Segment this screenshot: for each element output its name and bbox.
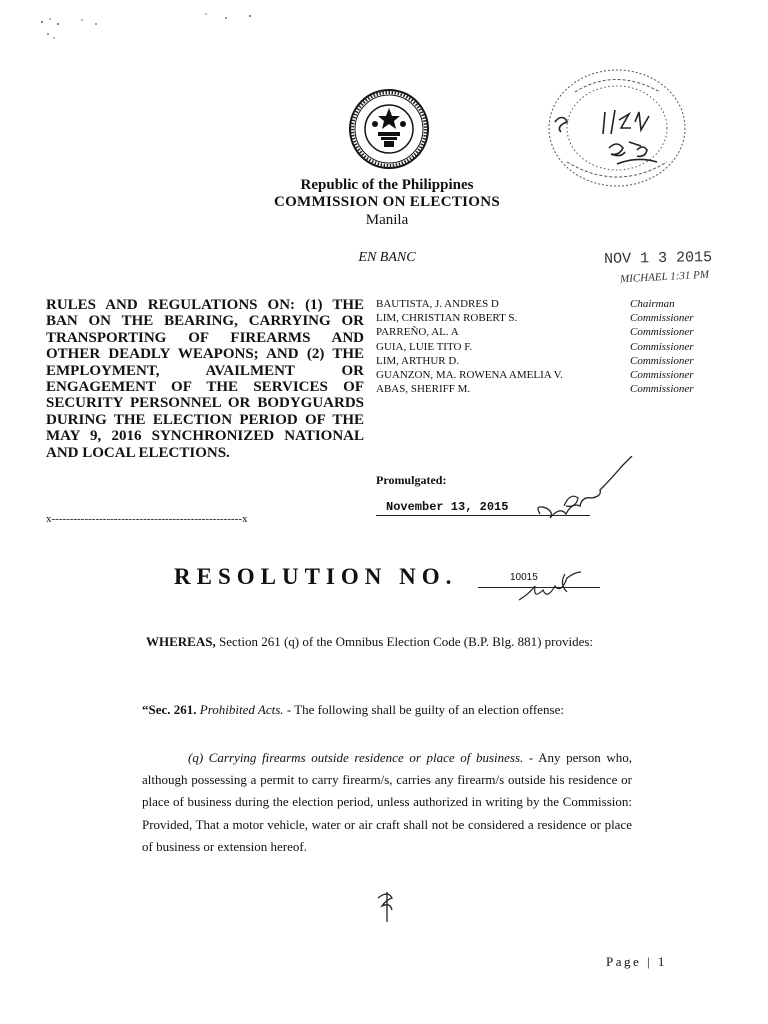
comelec-seal-icon [348, 88, 430, 170]
city-heading: Manila [365, 212, 409, 228]
promulgated-date: November 13, 2015 [386, 500, 509, 514]
received-note: MICHAEL 1:31 PM [619, 268, 710, 286]
member-position: Commissioner [630, 354, 694, 367]
member-row [376, 325, 716, 339]
member-name: LIM, CHRISTIAN ROBERT S. [376, 312, 518, 325]
section-text: - The following shall be guilty of an election offense: [283, 702, 564, 717]
member-position: Commissioner [630, 369, 694, 382]
receiving-stamp [505, 62, 695, 192]
member-position: Commissioner [630, 326, 694, 339]
page-initial-signature [374, 888, 400, 924]
member-row [376, 297, 716, 311]
member-name: GUANZON, MA. ROWENA AMELIA V. [376, 369, 563, 382]
whereas-lead: WHEREAS, [146, 634, 216, 649]
resolution-signature [513, 570, 591, 606]
member-position: Commissioner [630, 312, 694, 325]
session-label: EN BANC [358, 250, 416, 265]
section-label: “Sec. 261. [142, 702, 197, 717]
member-name: BAUTISTA, J. ANDRES D [376, 298, 499, 310]
whereas-text: Section 261 (q) of the Omnibus Election Code (B.P. Blg. 881) provides: [215, 634, 594, 649]
caption-separator: x----------------------------------------------------x [46, 513, 248, 525]
member-name: ABAS, SHERIFF M. [376, 383, 471, 396]
page-number: Page | 1 [606, 954, 667, 969]
resolution-number: 10015 [510, 572, 538, 583]
republic-heading: Republic of the Philippines [300, 177, 474, 193]
member-row [376, 368, 716, 382]
promulgated-label: Promulgated: [376, 473, 447, 487]
member-row [376, 354, 716, 368]
commissioners-list [376, 297, 716, 396]
caption-title: RULES AND REGULATIONS ON: (1) THE BAN ON THE BEARING, CARRYING OR TRANSPORTING OF FIREARMS AND OTHER DEADLY WEAPONS; AND (2) THE EMPLOYMENT, AVAILMENT OR ENGAGEMENT OF THE SERVICES OF SECURITY PERSONNEL OR BODYGUARDS DURING THE ELECTION PERIOD OF THE MAY 9, 2016 SYNCHRONIZED NATIONAL AND LOCAL ELECTIONS. [46, 297, 364, 461]
received-date: NOV 1 3 2015 [603, 249, 713, 268]
paragraph-q [142, 747, 632, 858]
scan-specks [36, 10, 266, 50]
member-name: GUIA, LUIE TITO F. [376, 340, 473, 353]
commission-heading: COMMISSION ON ELECTIONS [273, 194, 501, 210]
paragraph-q-title: (q) Carrying firearms outside residence or place of business. [188, 750, 524, 765]
promulgation-signature [528, 456, 638, 526]
member-position: Commissioner [630, 340, 694, 353]
member-row [376, 382, 716, 396]
member-row [376, 311, 716, 325]
paragraph-q-text: - Any person who, although possessing a permit to carry firearm/s, carries any firearm/s outside his residence or place of business during the election period, unless authorized in writing by the Commission: Provided, That a motor vehicle, water or air craft shall not be considered a residence or place of business or extension hereof. [142, 750, 633, 854]
member-position: Commissioner [630, 383, 694, 396]
member-position: Chairman [630, 298, 675, 310]
resolution-heading: RESOLUTION NO. [174, 564, 458, 589]
member-row [376, 340, 716, 354]
member-name: PARREÑO, AL. A [376, 326, 459, 339]
member-name: LIM, ARTHUR D. [376, 354, 460, 367]
section-quote [142, 702, 682, 718]
whereas-paragraph [100, 631, 678, 653]
section-title: Prohibited Acts. [196, 702, 284, 717]
